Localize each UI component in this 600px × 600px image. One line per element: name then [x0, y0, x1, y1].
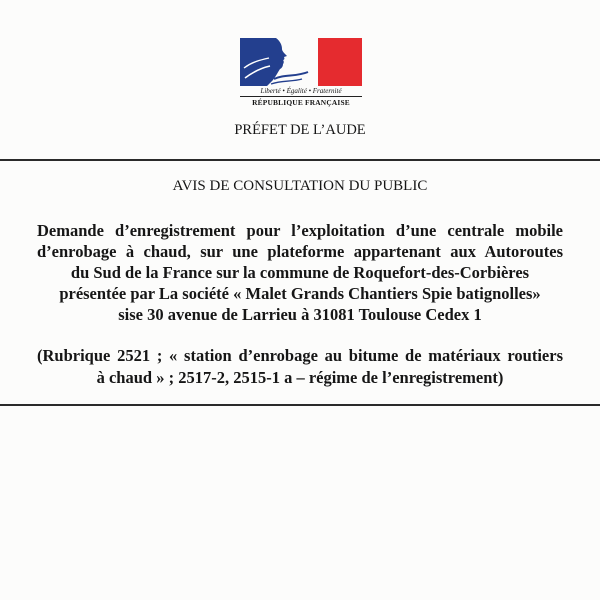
marianne-wind-stroke	[274, 72, 308, 79]
body-line: du Sud de la France sur la commune de Roquefort-des-Corbières	[70, 263, 530, 282]
marianne-red-panel	[318, 38, 362, 86]
marianne-emblem-icon	[240, 38, 362, 86]
rubric-line: à chaud » ; 2517-2, 2515-1 a – régime de l’enregistrement)	[96, 368, 504, 387]
marianne-logo	[240, 38, 362, 110]
notice-title: AVIS DE CONSULTATION DU PUBLIC	[172, 178, 428, 194]
issuing-authority: PRÉFET DE L’AUDE	[234, 122, 366, 138]
bottom-divider	[0, 404, 600, 406]
republic-name: RÉPUBLIQUE FRANÇAISE	[252, 98, 350, 107]
notice-rubric	[37, 345, 563, 389]
body-line: présentée par La société « Malet Grands Chantiers Spie batignolles»	[59, 284, 541, 303]
body-line: Demande d’enregistrement pour l’exploitation d’une centrale mobile	[37, 221, 563, 240]
marianne-wind-stroke	[271, 79, 302, 84]
top-divider	[0, 159, 600, 161]
republic-motto: Liberté • Égalité • Fraternité	[240, 87, 362, 97]
body-line: sise 30 avenue de Larrieu à 31081 Toulouse Cedex 1	[118, 305, 482, 324]
rubric-line: (Rubrique 2521 ; « station d’enrobage au bitume de matériaux routiers	[37, 346, 563, 365]
body-line: d’enrobage à chaud, sur une plateforme appartenant aux Autoroutes	[37, 242, 563, 261]
marianne-blue-panel	[240, 38, 287, 86]
notice-body	[37, 220, 563, 325]
